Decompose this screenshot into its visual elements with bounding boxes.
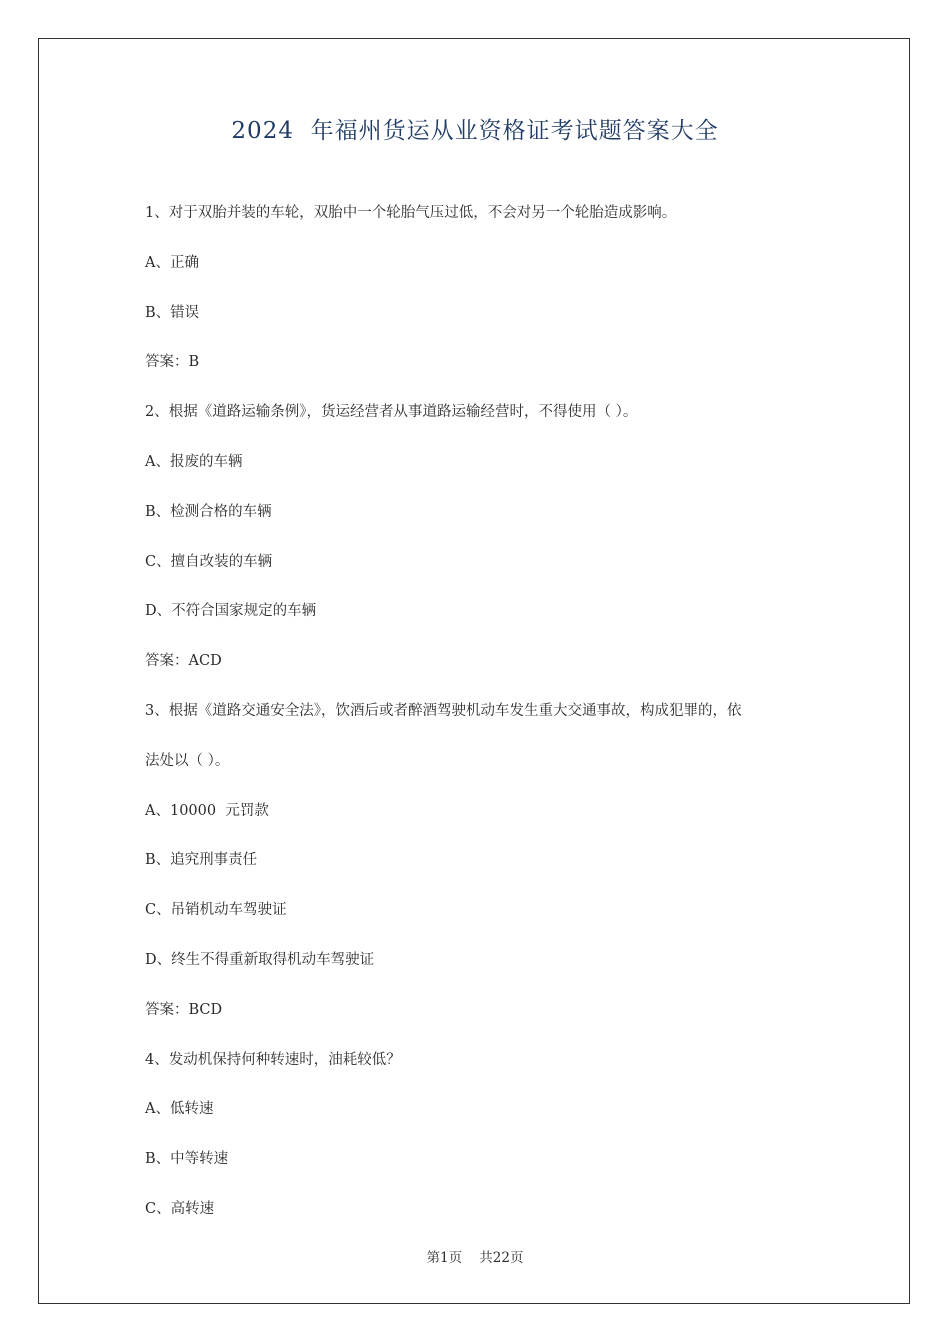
text-line: 4、发动机保持何种转速时，油耗较低？ bbox=[145, 1051, 401, 1068]
text-line: B、追究刑事责任 bbox=[145, 852, 258, 869]
text-line: 法处以（ ）。 bbox=[145, 752, 230, 769]
text-line: C、擅自改装的车辆 bbox=[145, 553, 273, 570]
text-line: 答案：BCD bbox=[145, 1001, 223, 1018]
text-line: A、10000 元罚款 bbox=[145, 802, 269, 819]
text-line: C、吊销机动车驾驶证 bbox=[145, 902, 287, 919]
text-line: A、报废的车辆 bbox=[145, 453, 243, 470]
text-line: 3、根据《道路交通安全法》，饮酒后或者醉酒驾驶机动车发生重大交通事故，构成犯罪的，依 bbox=[145, 702, 742, 719]
text-line: D、不符合国家规定的车辆 bbox=[145, 603, 317, 620]
text-line: 1、对于双胎并装的车轮，双胎中一个轮胎气压过低，不会对另一个轮胎造成影响。 bbox=[145, 205, 677, 221]
text-line: C、高转速 bbox=[145, 1200, 215, 1217]
page-footer bbox=[0, 1246, 950, 1266]
text-line: D、终生不得重新取得机动车驾驶证 bbox=[145, 951, 375, 968]
page-total: 共22页 bbox=[479, 1250, 524, 1266]
text-line: 答案：ACD bbox=[145, 653, 222, 670]
text-line: B、中等转速 bbox=[145, 1151, 229, 1168]
text-line: 答案：B bbox=[145, 354, 200, 371]
text-line: B、错误 bbox=[145, 304, 200, 321]
text-line: 2、根据《道路运输条例》，货运经营者从事道路运输经营时，不得使用（ ）。 bbox=[145, 404, 638, 421]
text-line: B、检测合格的车辆 bbox=[145, 503, 272, 520]
document-title: 2024 年福州货运从业资格证考试题答案大全 bbox=[231, 118, 719, 144]
question-list bbox=[145, 197, 825, 1243]
page-number: 第1页 bbox=[426, 1250, 463, 1266]
text-line: A、正确 bbox=[145, 254, 199, 271]
text-line: A、低转速 bbox=[145, 1101, 214, 1118]
